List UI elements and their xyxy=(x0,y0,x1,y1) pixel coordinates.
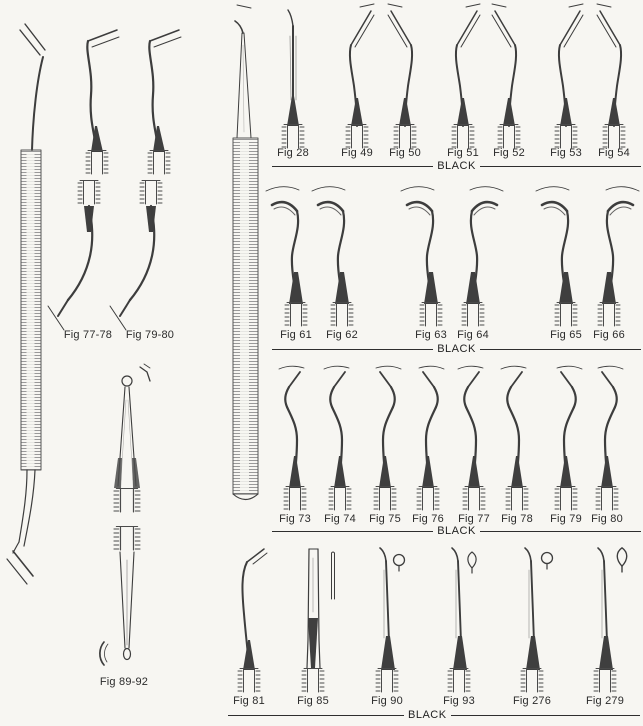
fig-label-73: Fig 73 xyxy=(279,513,311,525)
instrument-fig-66 xyxy=(598,187,639,326)
fig-label-66: Fig 66 xyxy=(593,329,625,341)
fig-276-ring-profile xyxy=(542,553,553,570)
fig-label-62: Fig 62 xyxy=(326,329,358,341)
fig-label-63: Fig 63 xyxy=(415,329,447,341)
divider-line xyxy=(228,715,404,716)
divider-line xyxy=(272,166,433,167)
fig-label-90: Fig 90 xyxy=(371,695,403,707)
divider-line xyxy=(480,166,641,167)
fig-label-75: Fig 75 xyxy=(369,513,401,525)
instrument-fig-64 xyxy=(462,187,503,326)
fig-85-tip-profile xyxy=(332,552,335,599)
black-divider-4 xyxy=(228,708,640,722)
fig-label-76: Fig 76 xyxy=(412,513,444,525)
instrument-fig-53 xyxy=(555,4,583,148)
fig-label-65: Fig 65 xyxy=(550,329,582,341)
instrument-fig-81 xyxy=(238,549,267,692)
instrument-fig-52 xyxy=(492,4,520,148)
instrument-fig-77-78 xyxy=(48,30,119,330)
instrument-fig-80 xyxy=(596,366,623,510)
fig-label-276: Fig 276 xyxy=(512,695,552,707)
divider-label: BLACK xyxy=(437,525,476,537)
divider-label: BLACK xyxy=(437,343,476,355)
instrument-fig-77 xyxy=(458,366,485,510)
instrument-fig-79 xyxy=(555,366,582,510)
fig-label-51: Fig 51 xyxy=(447,147,479,159)
fig-label-52: Fig 52 xyxy=(493,147,525,159)
instrument-fig-54 xyxy=(597,4,625,148)
instrument-fig-279 xyxy=(594,548,616,692)
instrument-fig-75 xyxy=(374,366,401,510)
fig-label-79-80: Fig 79-80 xyxy=(125,329,175,341)
fig-label-89-92: Fig 89-92 xyxy=(99,676,149,688)
instrument-fig-62 xyxy=(312,187,353,326)
fig-279-leaf-profile xyxy=(617,548,626,572)
fig-label-54: Fig 54 xyxy=(598,147,630,159)
divider-line xyxy=(272,349,433,350)
divider-label: BLACK xyxy=(408,709,447,721)
fig-label-64: Fig 64 xyxy=(457,329,489,341)
fig-label-77-78: Fig 77-78 xyxy=(63,329,113,341)
fig-label-61: Fig 61 xyxy=(280,329,312,341)
black-divider-3 xyxy=(272,524,641,538)
black-divider-1 xyxy=(272,159,641,173)
instrument-fig-78 xyxy=(501,366,528,510)
fig-label-53: Fig 53 xyxy=(550,147,582,159)
divider-line xyxy=(480,349,641,350)
divider-line xyxy=(480,531,641,532)
instrument-fig-49 xyxy=(346,4,374,148)
instrument-fig-89-92 xyxy=(100,364,150,665)
fig-label-93: Fig 93 xyxy=(443,695,475,707)
fig-label-49: Fig 49 xyxy=(341,147,373,159)
instrument-fig-61 xyxy=(266,187,307,326)
instrument-fig-73 xyxy=(279,366,306,510)
instrument-fig-76 xyxy=(417,366,444,510)
black-divider-2 xyxy=(272,342,641,356)
instrument-fig-90 xyxy=(376,548,398,692)
instrument-fig-65 xyxy=(536,187,577,326)
divider-label: BLACK xyxy=(437,160,476,172)
instrument-fig-28 xyxy=(282,10,304,148)
instrument-fig-63 xyxy=(401,187,442,326)
fig-label-80: Fig 80 xyxy=(591,513,623,525)
instrument-fig-74 xyxy=(324,366,351,510)
instrument-fig-50 xyxy=(388,4,416,148)
instrument-fig-93 xyxy=(448,548,470,692)
fig-label-279: Fig 279 xyxy=(585,695,625,707)
fig-93-leaf-profile xyxy=(468,552,476,573)
fig-label-77: Fig 77 xyxy=(458,513,490,525)
fig-label-28: Fig 28 xyxy=(277,147,309,159)
fig-label-81: Fig 81 xyxy=(233,695,265,707)
fig-label-78: Fig 78 xyxy=(501,513,533,525)
divider-line xyxy=(451,715,640,716)
fig-label-74: Fig 74 xyxy=(324,513,356,525)
instrument-fig-85 xyxy=(302,549,324,692)
instrument-fig-276 xyxy=(521,548,543,692)
fig-90-ring-profile xyxy=(394,555,405,572)
fig-label-85: Fig 85 xyxy=(297,695,329,707)
instrument-probe xyxy=(233,5,258,500)
instrument-fig-79-80 xyxy=(110,30,181,330)
fig-label-79: Fig 79 xyxy=(550,513,582,525)
instrument-double-ended-large xyxy=(7,24,45,584)
fig-label-50: Fig 50 xyxy=(389,147,421,159)
instrument-fig-51 xyxy=(452,4,480,148)
divider-line xyxy=(272,531,433,532)
